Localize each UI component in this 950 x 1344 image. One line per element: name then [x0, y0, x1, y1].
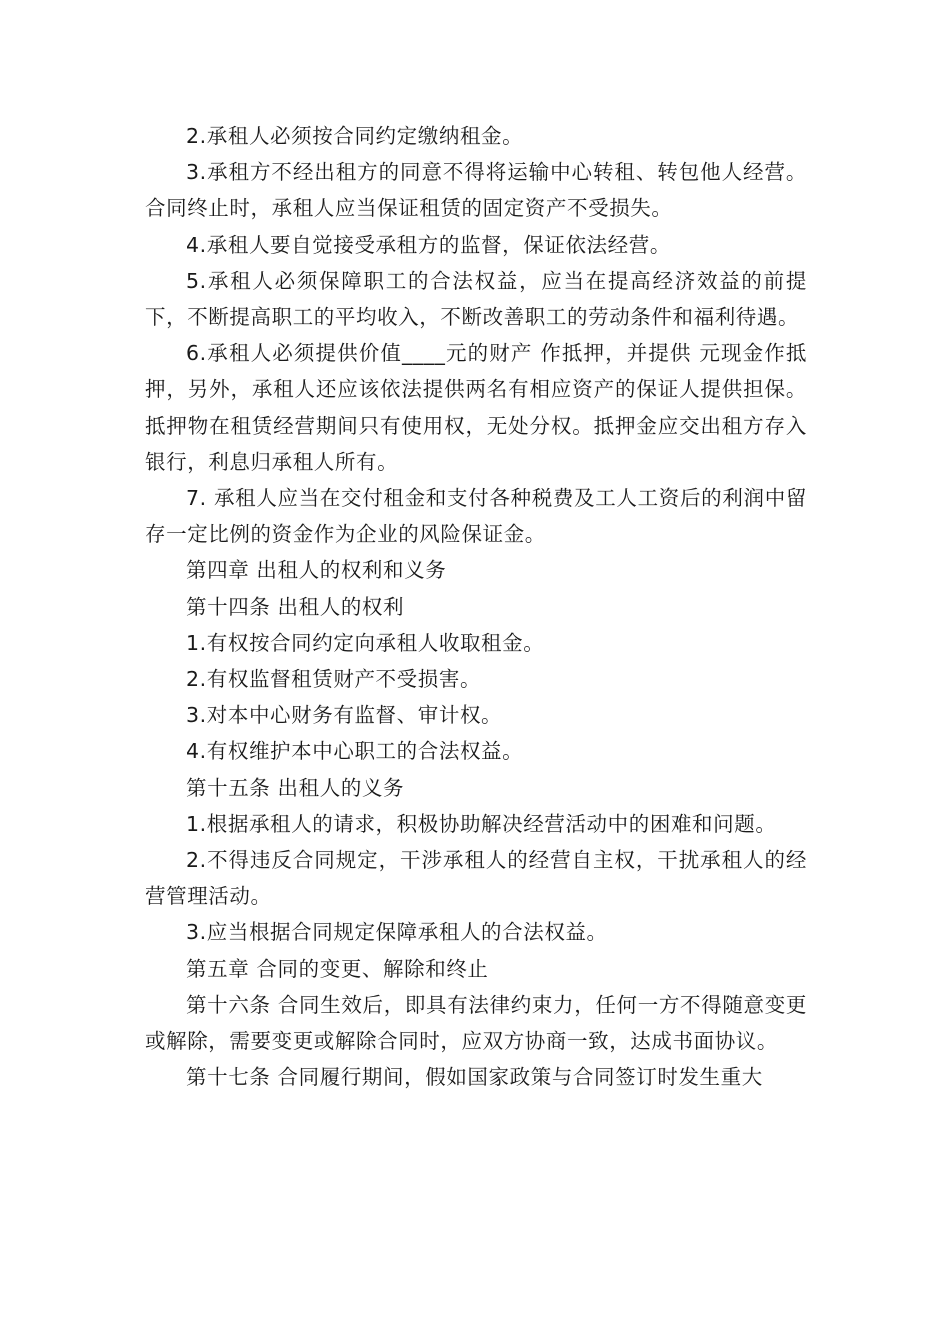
lessor-duty-protect-lessee: 3.应当根据合同规定保障承租人的合法权益。 — [186, 920, 608, 945]
lessor-right-supervise-property: 2.有权监督租赁财产不受损害。 — [186, 667, 482, 692]
clause-staff-rights: 5.承租人必须保障职工的合法权益，应当在提高经济效益的前提下，不断提高职工的平均收入，不断改善职工的劳动条件和福利待遇。 — [145, 268, 807, 330]
lessor-duty-assist: 1.根据承租人的请求，积极协助解决经营活动中的困难和问题。 — [186, 811, 777, 836]
clause-lessee-pay-rent: 2.承租人必须按合同约定缴纳租金。 — [186, 124, 524, 148]
document-page — [145, 118, 807, 1095]
lessor-duty-no-interference: 2.不得违反合同规定，干涉承租人的经营自主权，干扰承租人的经营管理活动。 — [145, 848, 807, 909]
clause-risk-fund: 7. 承租人应当在交付租金和支付各种税费及工人工资后的利润中留存一定比例的资金作为企业的风险保证金。 — [145, 486, 807, 547]
article-seventeen: 第十七条 合同履行期间，假如国家政策与合同签订时发生重大 — [186, 1065, 763, 1090]
clause-collateral: 6.承租人必须提供价值____元的财产 作抵押，并提供 元现金作抵押，另外，承租人还应该依法提供两名有相应资产的保证人提供担保。抵押物在租赁经营期间只有使用权，无处分权。抵押金应交出租方存入银行，利息归承租人所有。 — [145, 341, 807, 474]
article-sixteen: 第十六条 合同生效后，即具有法律约束力，任何一方不得随意变更或解除，需要变更或解除合同时，应双方协商一致，达成书面协议。 — [145, 992, 807, 1054]
lessor-right-protect-staff: 4.有权维护本中心职工的合法权益。 — [186, 739, 524, 764]
lessor-right-audit: 3.对本中心财务有监督、审计权。 — [186, 703, 503, 728]
chapter-four-heading: 第四章 出租人的权利和义务 — [186, 558, 447, 583]
clause-accept-supervision: 4.承租人要自觉接受承租方的监督，保证依法经营。 — [186, 232, 671, 257]
article-fourteen-heading: 第十四条 出租人的权利 — [186, 594, 405, 619]
clause-no-sublease: 3.承租方不经出租方的同意不得将运输中心转租、转包他人经营。合同终止时，承租人应当保证租赁的固定资产不受损失。 — [145, 160, 807, 221]
lessor-right-collect-rent: 1.有权按合同约定向承租人收取租金。 — [186, 630, 545, 655]
chapter-five-heading: 第五章 合同的变更、解除和终止 — [186, 956, 489, 981]
article-fifteen-heading: 第十五条 出租人的义务 — [186, 775, 405, 800]
